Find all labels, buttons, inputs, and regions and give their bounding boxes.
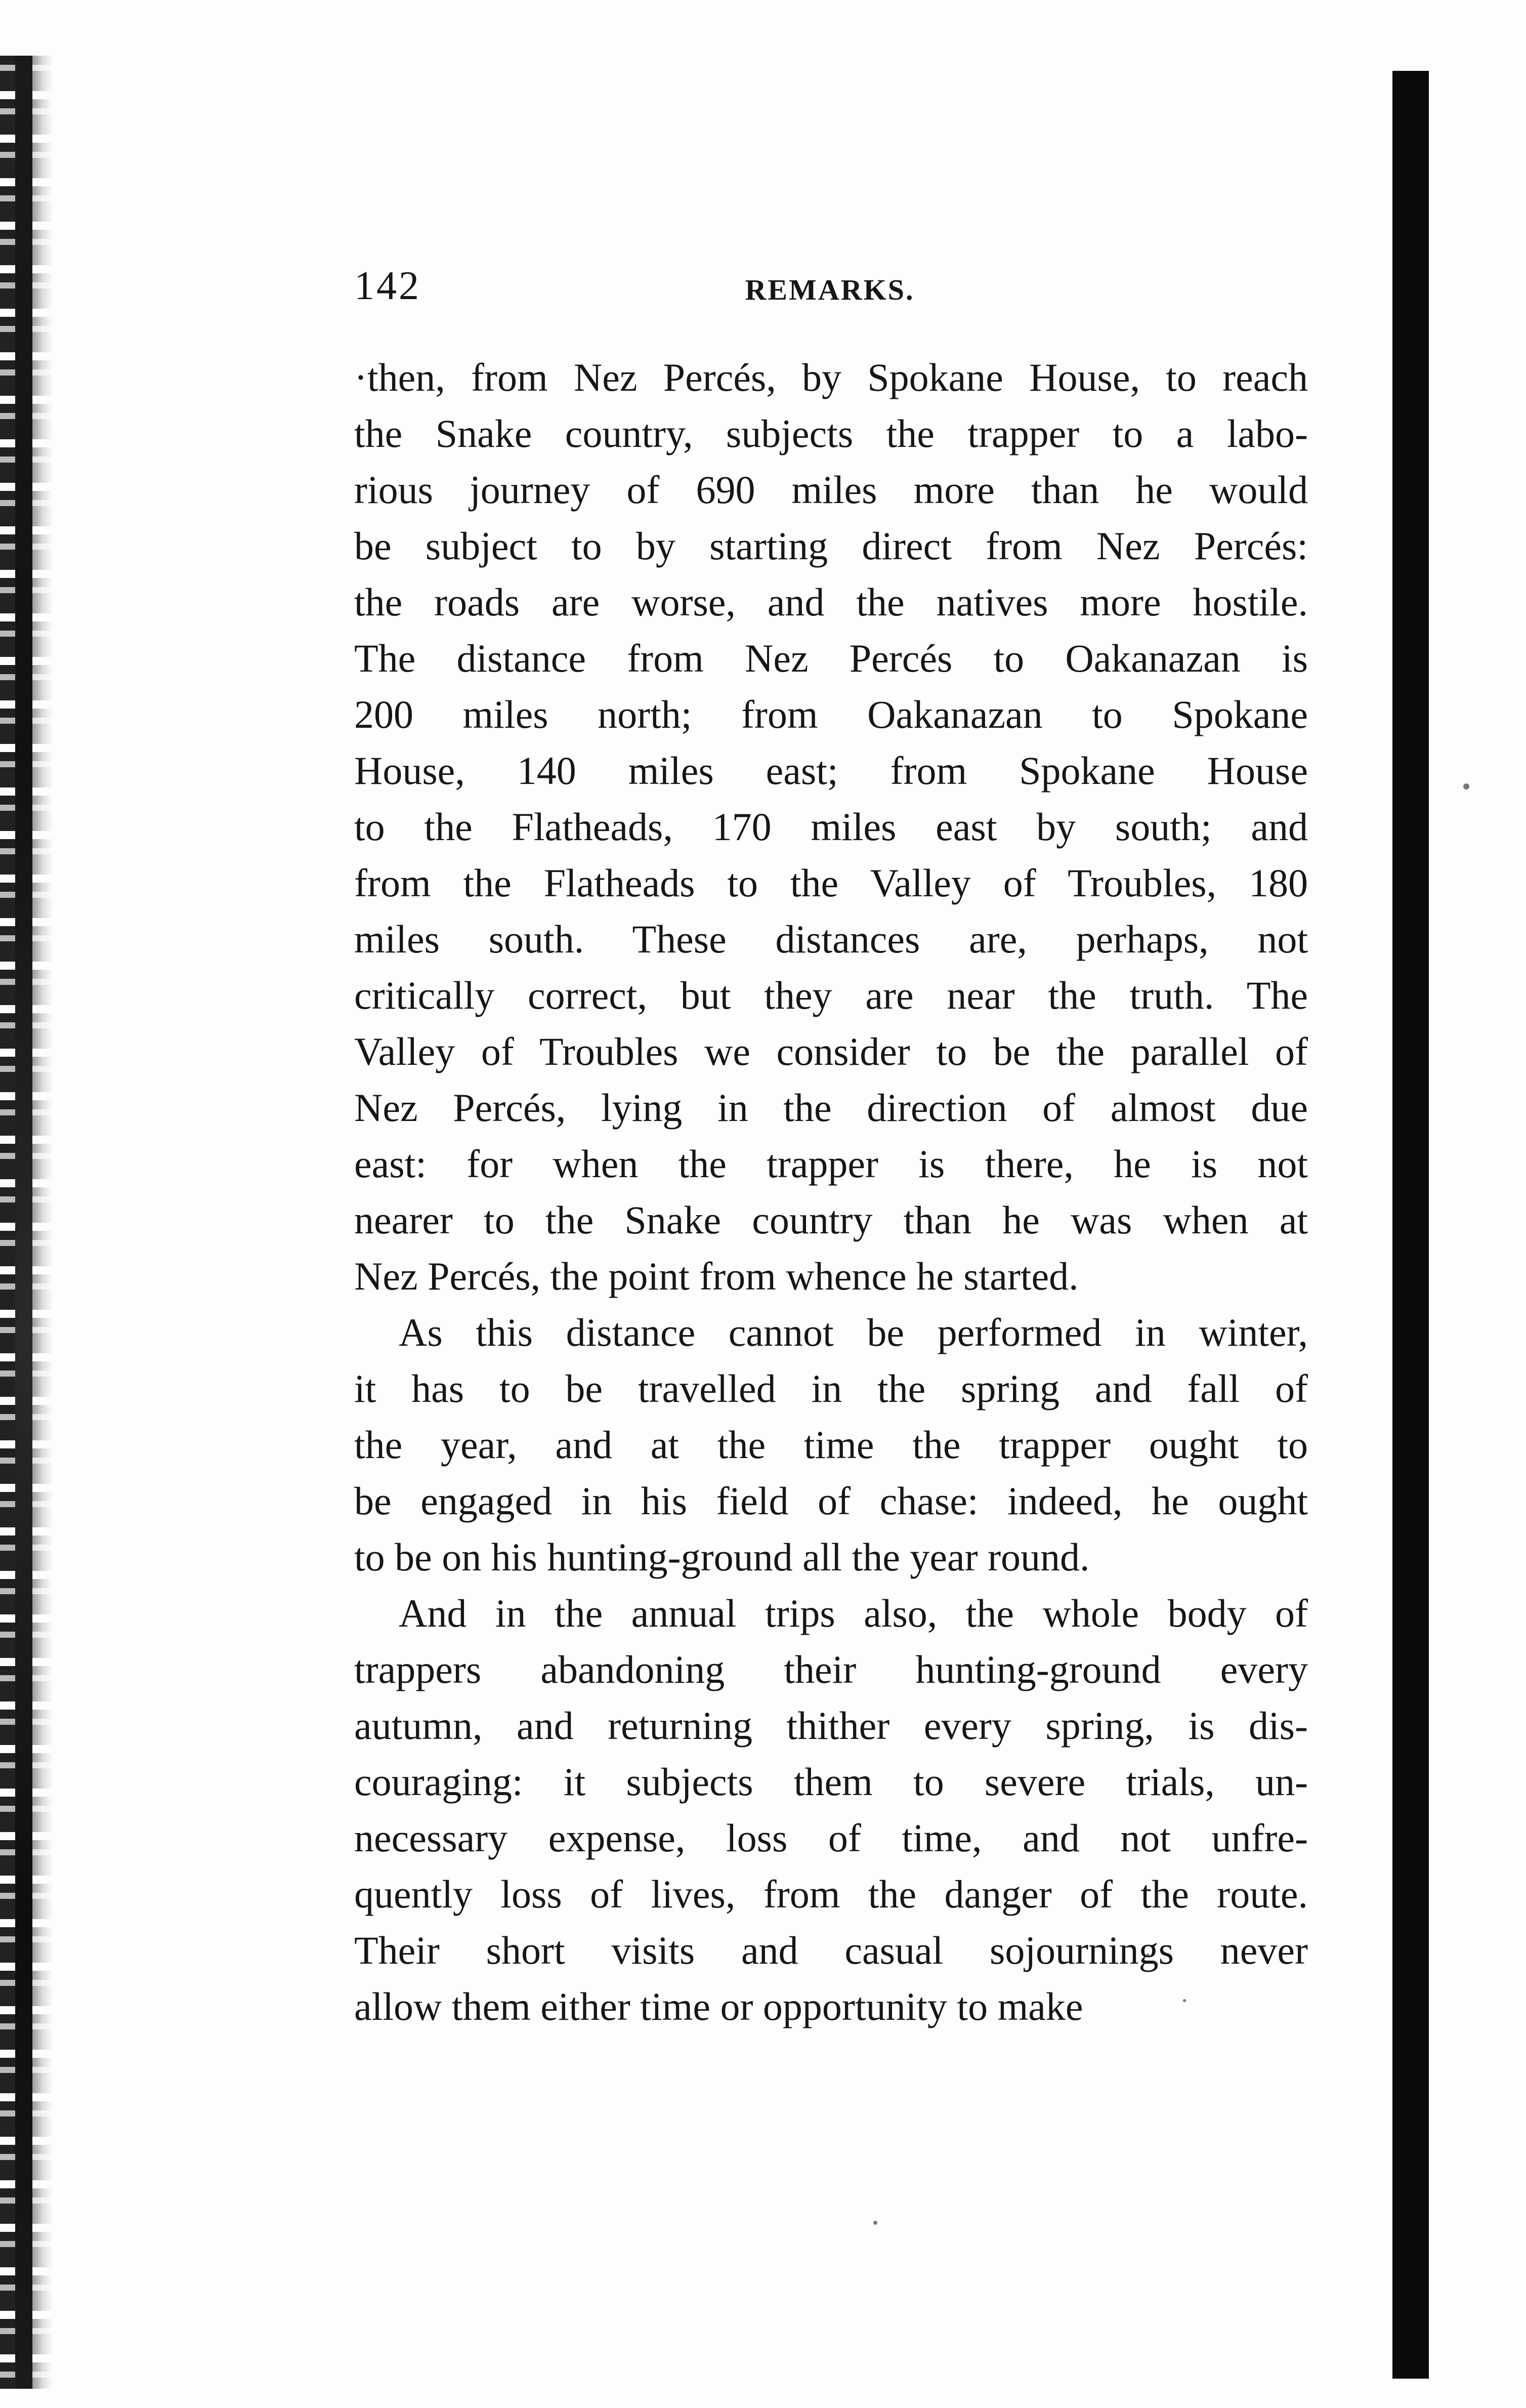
scan-speck (1463, 783, 1469, 790)
paragraph (354, 1304, 1308, 1585)
text-line: to be on his hunting-ground all the year round. (354, 1535, 1090, 1579)
text-line: it has to be travelled in the spring and fall of (354, 1366, 1308, 1410)
text-line: from the Flatheads to the Valley of Troubles, 180 (354, 861, 1308, 905)
text-line: ·then, from Nez Percés, by Spokane House, to reach (354, 355, 1308, 399)
text-line: And in the annual trips also, the whole body of (399, 1591, 1308, 1635)
text-line: 200 miles north; from Oakanazan to Spokane (354, 692, 1308, 736)
page-header (354, 263, 1305, 309)
scan-speck (873, 2221, 877, 2225)
text-line: critically correct, but they are near the truth. The (354, 973, 1308, 1017)
text-line: trappers abandoning their hunting-ground every (354, 1647, 1308, 1691)
text-line: allow them either time or opportunity to make (354, 1984, 1083, 2028)
page-number: 142 (354, 264, 421, 308)
text-line: miles south. These distances are, perhaps, not (354, 917, 1308, 961)
text-line: As this distance cannot be performed in winter, (399, 1310, 1308, 1354)
paragraph (354, 349, 1308, 1304)
text-line: the year, and at the time the trapper ought to (354, 1423, 1308, 1467)
text-line: Nez Percés, the point from whence he started. (354, 1254, 1079, 1298)
text-line: the Snake country, subjects the trapper to a labo- (354, 411, 1308, 455)
text-line: Their short visits and casual sojournings never (354, 1928, 1308, 1972)
binding-edge-left (15, 56, 32, 2389)
text-line: Valley of Troubles we consider to be the parallel of (354, 1029, 1308, 1073)
text-line: east: for when the trapper is there, he is not (354, 1142, 1308, 1186)
text-line: the roads are worse, and the natives more hostile. (354, 580, 1308, 624)
text-line: couraging: it subjects them to severe trials, un- (354, 1760, 1308, 1804)
text-line: Nez Percés, lying in the direction of almost due (354, 1086, 1308, 1130)
text-line: nearer to the Snake country than he was when at (354, 1198, 1308, 1242)
text-line: be engaged in his field of chase: indeed, he ought (354, 1479, 1308, 1523)
text-line: quently loss of lives, from the danger of the route. (354, 1872, 1308, 1916)
running-head: REMARKS. (745, 273, 915, 306)
text-line: autumn, and returning thither every spring, is dis- (354, 1704, 1308, 1748)
text-line: House, 140 miles east; from Spokane House (354, 749, 1308, 793)
text-line: The distance from Nez Percés to Oakanazan is (354, 636, 1308, 680)
text-line: be subject to by starting direct from Nez Percés: (354, 524, 1308, 568)
text-line: rious journey of 690 miles more than he would (354, 468, 1308, 512)
text-line: to the Flatheads, 170 miles east by south; and (354, 805, 1308, 849)
paragraph (354, 1585, 1308, 2035)
body-text (354, 349, 1308, 2035)
text-line: necessary expense, loss of time, and not unfre- (354, 1816, 1308, 1860)
page-edge-right (1392, 71, 1429, 2379)
